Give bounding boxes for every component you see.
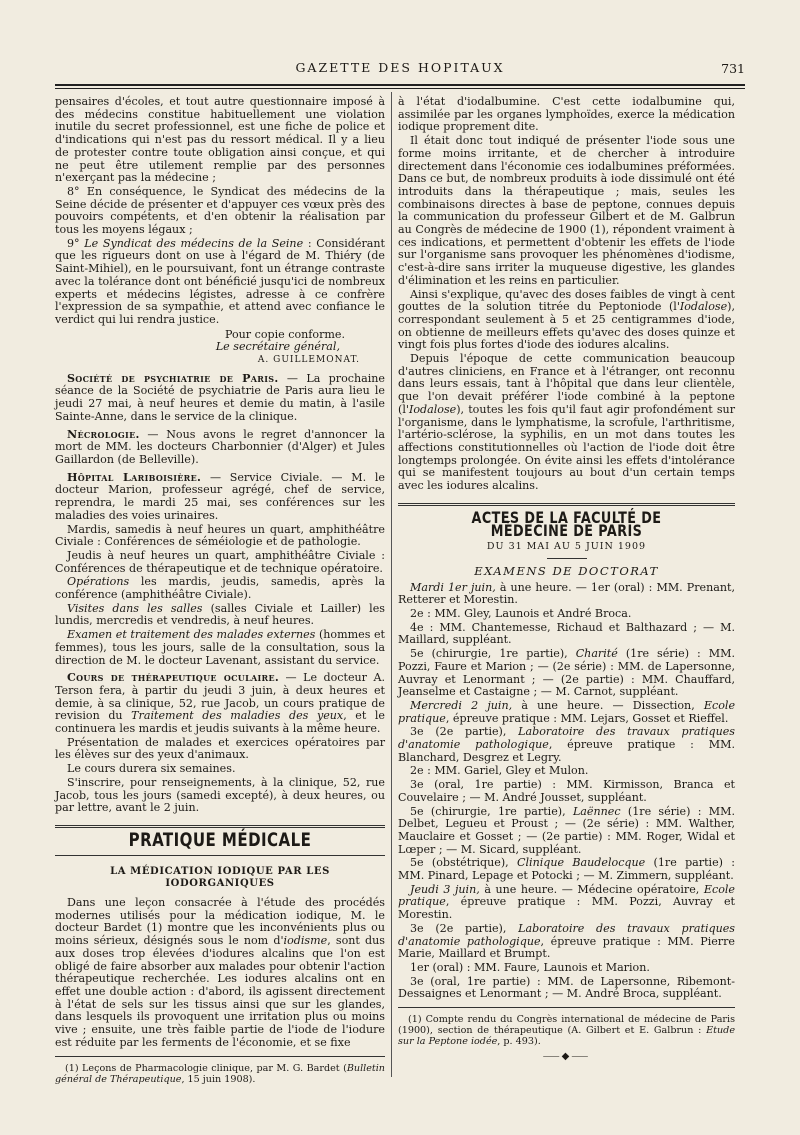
exam-entry: Mercredi 2 juin, à une heure. — Dissection, Ecole pratique, épreuve pratique : MM. Lejars, Gosset et Rieffel. — [398, 698, 736, 725]
subsection-title: EXAMENS DE DOCTORAT — [474, 563, 659, 578]
section-title: PRATIQUE MÉDICALE — [128, 828, 312, 851]
column-divider — [391, 92, 392, 1077]
footnote: (1) Compte rendu du Congrès international de médecine de Paris (1900), section de thérapeutique (A. Gilbert et E. Galbrun : Etude sur la Peptone iodée, p. 493). — [398, 1014, 735, 1048]
paragraph: Le cours durera six semaines. — [67, 762, 236, 776]
paragraph: Dans une leçon consacrée à l'étude des procédés modernes utilisés pour la médication iodique, M. le docteur Bardet (1) montre que les inconvénients plus ou moins sérieux, désignés sous le nom d'iodisme, sont dus aux doses trop élevées d'iodures alcalins que l'on est obligé de faire absorber aux malades pour obtenir l'action thérapeutique recherchée. Les iodures alcalins ont en effet une double action : d'abord, ils agissent directement à l'état de sels sur les tissus ainsi que sur les glandes, dans lesquels ils provoquent une irritation plus ou moins vive ; ensuite, une très faible partie de l'iode de l'iodure est réduite par les ferments de l'économie, et se fixe — [55, 896, 385, 1049]
date-range: DU 31 MAI AU 5 JUIN 1909 — [486, 541, 647, 553]
signature-role: Le secrétaire général, — [215, 340, 340, 354]
page-number: 731 — [721, 61, 745, 76]
footnote-rule — [398, 1007, 735, 1008]
exam-entry: Jeudi 3 juin, à une heure. — Médecine opératoire, Ecole pratique, épreuve pratique : MM. Pozzi, Auvray et Morestin. — [398, 882, 735, 922]
paragraph: à l'état d'iodalbumine. C'est cette iodalbumine qui, assimilée par les organes lymphoïdes, exerce la médication iodique proprement dite. — [398, 95, 735, 134]
news-item: Nécrologie. — Nous avons le regret d'annoncer la mort de MM. les docteurs Charbonnier (d'Alger) et Jules Gaillardon (de Belleville). — [55, 427, 385, 466]
paragraph: 8° En conséquence, le Syndicat des médecins de la Seine décide de présenter et d'appuyer ces vœux près des pouvoirs compétents, et d'en obtenir la réalisation par tous les moyens légaux ; — [55, 184, 385, 237]
exam-entry: 4e : MM. Chantemesse, Richaud et Balthazard ; — M. Maillard, suppléant. — [398, 620, 735, 647]
exam-entry: 5e (chirurgie, 1re partie), Charité (1re série) : MM. Pozzi, Faure et Marion ; — (2e série) : MM. de Lapersonne, Auvray et Lenormant ; — (2e partie) : MM. Chauffard, Jeanselme et Castaigne ; — M. Carnot, suppléant. — [398, 647, 736, 699]
paragraph: Examen et traitement des malades externes (hommes et femmes), tous les jours, salle de la consultation, sous la direction de M. le docteur Lavenant, assistant du service. — [55, 628, 386, 667]
exam-entry: 3e (2e partie), Laboratoire des travaux pratiques d'anatomie pathologique, épreuve pratique : MM. Blanchard, Desgrez et Legry. — [398, 725, 735, 764]
header-rule-thin — [55, 88, 745, 89]
signature-name: A. GUILLEMONAT. — [257, 355, 360, 366]
paragraph: Ainsi s'explique, qu'avec des doses faibles de vingt à cent gouttes de la solution titrée du Peptoniode (l'Iodalose), correspondant seulement à 5 et 25 centigrammes d'iode, on obtienne de meilleurs effets qu'avec des doses quinze et vingt fois plus fortes d'iode des iodures alcalins. — [398, 287, 735, 352]
paragraph: Depuis l'époque de cette communication beaucoup d'autres cliniciens, en France et à l'étranger, ont reconnu dans leurs essais, tant à l'hôpital que dans leur clientèle, que l'on devait préférer l'iode combiné à la peptone (l'Iodalose), toutes les fois qu'il faut agir profondément sur l'organisme, dans le lymphatisme, la scrofule, l'arthritisme, l'artério-sclérose, la syphilis, en un mot dans toutes les affections constitutionnelles où l'action de l'iode doit être longtemps prolongée. On évite ainsi les effets d'intolérance qui se manifestent toujours au bout d'un certain temps avec les iodures alcalins. — [398, 352, 735, 493]
section-rule — [55, 825, 385, 828]
exam-entry: 1er (oral) : MM. Faure, Launois et Marion. — [410, 961, 650, 974]
page-header — [55, 56, 745, 82]
footnote-rule — [55, 1056, 385, 1057]
section-rule — [55, 855, 385, 856]
section-title: ACTES DE LA FACULTÉ DE MÉDECINE DE PARIS — [471, 507, 662, 540]
paragraph: 9° Le Syndicat des médecins de la Seine : Considérant que les rigueurs dont on use à l'égard de M. Thiéry (de Saint-Mihiel), en le poursuivant, font un étrange contraste avec la tolérance dont ont bénéficié jusqu'ici de nombreux experts et médecins légistes, adresse à ce confrère l'expression de sa sympathie, et attend avec confiance le verdict qui lui rendra justice. — [55, 236, 385, 326]
paragraph: Jeudis à neuf heures un quart, amphithéâtre Civiale : Conférences de thérapeutique et de technique opératoire. — [55, 548, 385, 575]
footnote: (1) Leçons de Pharmacologie clinique, par M. G. Bardet (Bulletin général de Thérapeutique, 15 juin 1908). — [55, 1062, 385, 1085]
paragraph: Il était donc tout indiqué de présenter l'iode sous une forme moins irritante, et de chercher à introduire directement dans l'économie ces iodalbumines préformées. Dans ce but, de nombreux produits à iode dissimulé ont été introduits dans la thérapeutique ; mais, seules les combinaisons directes à base de peptone, connues depuis la communication du professeur Gilbert et de M. Galbrun au Congrès de médecine de 1900 (1), répondent vraiment à ces indications, et permettent d'obtenir les effets de l'iode sur l'organisme sans provoquer les phénomènes d'iodisme, c'est-à-dire sans irriter la muqueuse digestive, les glandes d'élimination et les reins en particulier. — [398, 134, 735, 287]
ornament-divider: ⸺◆⸺ — [542, 1051, 591, 1063]
article-title: LA MÉDICATION IODIQUE PAR LES IODORGANIQUES — [110, 865, 330, 890]
paragraph: Présentation de malades et exercices opératoires par les élèves sur des yeux d'animaux. — [55, 735, 385, 762]
left-column — [55, 96, 385, 1086]
news-item: Cours de thérapeutique oculaire. — Le docteur A. Terson fera, à partir du jeudi 3 juin, à deux heures et demie, à sa clinique, 52, rue Jacob, un cours pratique de revision du Traitement des maladies des yeux, et le continuera les mardis et jeudis suivants à la même heure. — [55, 671, 386, 736]
exam-entry: 5e (chirurgie, 1re partie), Laënnec (1re série) : MM. Delbet, Legueu et Proust ; — (2e série) : MM. Walther, Mauclaire et Gosset ; — (2e partie) : MM. Roger, Widal et Lœper ; — M. Sicard, suppléant. — [398, 804, 736, 856]
paragraph: Opérations les mardis, jeudis, samedis, après la conférence (amphithéâtre Civiale). — [55, 575, 386, 602]
signature-line: Pour copie conforme. — [224, 327, 345, 341]
short-rule — [547, 558, 587, 559]
right-column — [398, 96, 735, 1065]
paragraph: Mardis, samedis à neuf heures un quart, amphithéâtre Civiale : Conférences de séméiologie et de pathologie. — [55, 522, 385, 549]
exam-entry: 3e (2e partie), Laboratoire des travaux pratiques d'anatomie pathologique, épreuve pratique : MM. Pierre Marie, Maillard et Brumpt. — [398, 921, 735, 961]
section-rule — [398, 503, 735, 506]
header-rule — [55, 84, 745, 86]
exam-entry: 2e : MM. Gariel, Gley et Mulon. — [410, 764, 589, 778]
exam-entry: 3e (oral, 1re partie) : MM. Kirmisson, Branca et Couvelaire ; — M. André Jousset, suppléant. — [398, 778, 735, 804]
paragraph: Visites dans les salles (salles Civiale et Lailler) les lundis, mercredis et vendredis, à neuf heures. — [55, 601, 385, 628]
exam-entry: 5e (obstétrique), Clinique Baudelocque (1re partie) : MM. Pinard, Lepage et Potocki ; — M. Zimmern, suppléant. — [398, 856, 736, 883]
paragraph: S'inscrire, pour renseignements, à la clinique, 52, rue Jacob, tous les jours (samedi excepté), à deux heures, ou par lettre, avant le 2 juin. — [55, 775, 385, 815]
paragraph: pensaires d'écoles, et tout autre questionnaire imposé à des médecins constitue habituellement une violation inutile du secret professionnel, est une fiche de police et d'indications qui n'est pas du ressort médical. Il y a lieu de protester contre toute obligation ainsi conçue, et qui ne peut être utilement remplie par des personnes n'exerçant pas la médecine ; — [55, 95, 385, 185]
exam-entry: 2e : MM. Gley, Launois et André Broca. — [410, 607, 632, 621]
exam-entry: Mardi 1er juin, à une heure. — 1er (oral) : MM. Prenant, Retterer et Morestin. — [398, 580, 735, 607]
journal-title: GAZETTE DES HOPITAUX — [295, 60, 505, 75]
news-item: Société de psychiatrie de Paris. — La prochaine séance de la Société de psychiatrie de Paris aura lieu le jeudi 27 mai, à neuf heures et demie du matin, à l'asile Sainte-Anne, dans le service de la clinique. — [55, 371, 385, 423]
news-item: Hôpital Lariboisière. — Service Civiale. — M. le docteur Marion, professeur agrégé, chef de service, reprendra, le mardi 25 mai, ses conférences sur les maladies des voies urinaires. — [55, 470, 385, 522]
exam-entry: 3e (oral, 1re partie) : MM. de Lapersonne, Ribemont-Dessaignes et Lenormant ; — M. André Broca, suppléant. — [398, 974, 735, 1001]
